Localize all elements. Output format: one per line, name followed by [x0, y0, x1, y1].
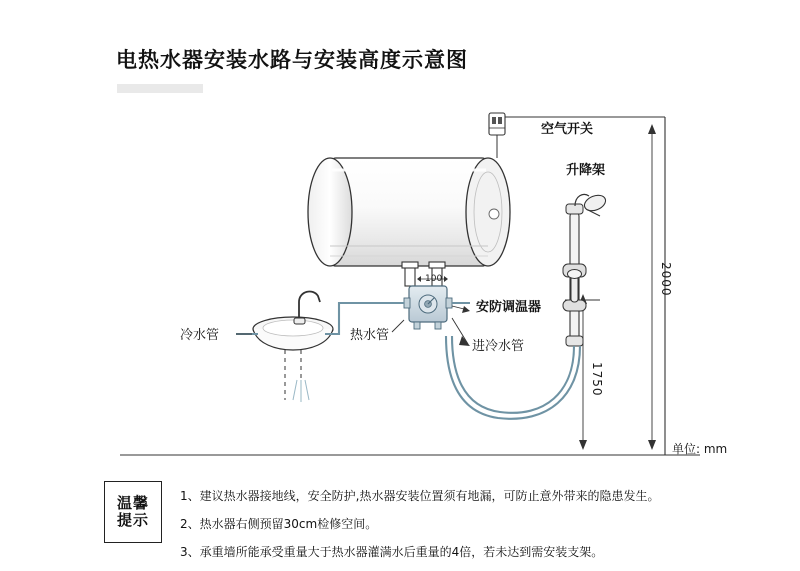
air-switch — [489, 113, 505, 158]
tips-badge — [104, 481, 162, 543]
label-thermostat: 安防调温器 — [476, 300, 542, 315]
tips-list — [180, 487, 700, 571]
dimension-1750: 1750 — [590, 362, 604, 397]
dimension-2000: 2000 — [659, 262, 673, 297]
tips-item: 3、承重墙所能承受重量大于热水器灌满水后重量的4倍，若未达到需安装支架。 — [180, 545, 604, 559]
tips-badge-line1: 温馨 — [116, 493, 149, 512]
label-tank-100: 100 — [425, 274, 443, 284]
tips-item: 2、热水器右侧预留30cm检修空间。 — [180, 517, 378, 531]
unit-label: 单位: mm — [672, 442, 728, 456]
label-lift-bracket: 升降架 — [566, 163, 606, 178]
tips-badge-line2: 提示 — [116, 511, 149, 529]
label-hot-water-pipe: 热水管 — [350, 328, 390, 343]
label-air-switch: 空气开关 — [541, 122, 594, 137]
water-heater-tank — [308, 158, 510, 266]
page-title: 电热水器安装水路与安装高度示意图 — [116, 48, 468, 72]
sink-basin — [253, 291, 333, 402]
thermostat-box — [404, 286, 452, 329]
label-cold-water-pipe: 冷水管 — [180, 328, 220, 343]
label-cold-water-inlet: 进冷水管 — [472, 339, 525, 354]
tips-item: 1、建议热水器接地线，安全防护,热水器安装位置须有地漏，可防止意外带来的隐患发生。 — [180, 489, 660, 503]
